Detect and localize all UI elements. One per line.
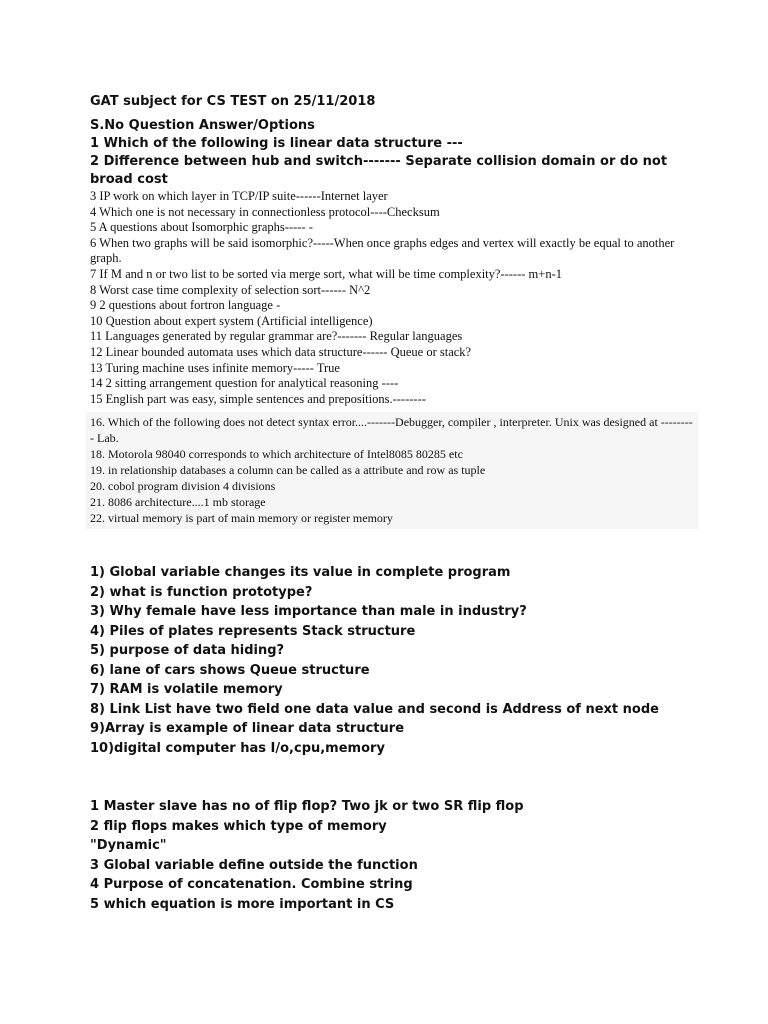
- list-item: 9)Array is example of linear data structure: [90, 721, 405, 736]
- list-item: 18. Motorola 98040 corresponds to which architecture of Intel8085 80285 etc: [90, 447, 463, 461]
- shaded-question-list: [86, 412, 698, 529]
- list-item: 15 English part was easy, simple sentences and prepositions.--------: [90, 391, 426, 406]
- list-item: 5) purpose of data hiding?: [90, 643, 285, 658]
- list-item: 8 Worst case time complexity of selection sort------ N^2: [90, 282, 371, 297]
- list-item: 10 Question about expert system (Artificial intelligence): [90, 313, 373, 328]
- list-item: 9 2 questions about fortron language -: [90, 298, 281, 313]
- list-item: 20. cobol program division 4 divisions: [90, 479, 276, 493]
- list-item: 11 Languages generated by regular grammar are?------- Regular languages: [90, 329, 463, 344]
- list-item: 4 Which one is not necessary in connectionless protocol----Checksum: [90, 204, 440, 219]
- list-item: 1 Master slave has no of flip flop? Two jk or two SR flip flop: [90, 799, 524, 814]
- list-item: 14 2 sitting arrangement question for analytical reasoning ----: [90, 376, 399, 391]
- list-item: 3 Global variable define outside the function: [90, 857, 418, 873]
- list-item: 7 If M and n or two list to be sorted via merge sort, what will be time complexity?------ m+n-1: [90, 266, 562, 281]
- serif-question-list: [90, 189, 690, 407]
- list-item: 2 flip flops makes which type of memory: [90, 818, 387, 834]
- list-item: 16. Which of the following does not detect syntax error....-------Debugger, compiler , interpreter. Unix was designed at --------- Lab.: [90, 415, 693, 445]
- table-header: S.No Question Answer/Options: [90, 118, 315, 133]
- list-item: "Dynamic": [90, 838, 167, 853]
- list-item: 4 Purpose of concatenation. Combine string: [90, 877, 413, 892]
- list-item: 21. 8086 architecture....1 mb storage: [90, 495, 266, 509]
- list-item: 8) Link List have two field one data value and second is Address of next node: [90, 701, 659, 717]
- numbered-list-b: [90, 797, 690, 914]
- list-item: 6) lane of cars shows Queue structure: [90, 662, 370, 678]
- list-item: 2) what is function prototype?: [90, 584, 313, 600]
- list-item: 13 Turing machine uses infinite memory----- True: [90, 360, 340, 375]
- list-item: 3) Why female have less importance than male in industry?: [90, 604, 527, 619]
- question-2: 2 Difference between hub and switch------- Separate collision domain or do not broad cost: [90, 154, 668, 187]
- list-item: 22. virtual memory is part of main memory or register memory: [90, 511, 393, 525]
- list-item: 3 IP work on which layer in TCP/IP suite------Internet layer: [90, 189, 388, 203]
- list-item: 10)digital computer has I/o,cpu,memory: [90, 740, 385, 756]
- list-item: 7) RAM is volatile memory: [90, 682, 283, 697]
- question-1: 1 Which of the following is linear data structure ---: [90, 136, 463, 151]
- header-questions: [90, 117, 690, 189]
- page-title: GAT subject for CS TEST on 25/11/2018: [90, 94, 376, 109]
- list-item: 6 When two graphs will be said isomorphic?-----When once graphs edges and vertex will exactly be equal to another graph.: [90, 235, 675, 266]
- list-item: 5 A questions about Isomorphic graphs----- -: [90, 220, 313, 235]
- list-item: 5 which equation is more important in CS: [90, 896, 395, 912]
- list-item: 1) Global variable changes its value in complete program: [90, 565, 511, 580]
- list-item: 4) Piles of plates represents Stack structure: [90, 623, 416, 639]
- list-item: 19. in relationship databases a column can be called as a attribute and row as tuple: [90, 463, 486, 477]
- numbered-list-a: [90, 563, 690, 758]
- list-item: 12 Linear bounded automata uses which data structure------ Queue or stack?: [90, 344, 472, 359]
